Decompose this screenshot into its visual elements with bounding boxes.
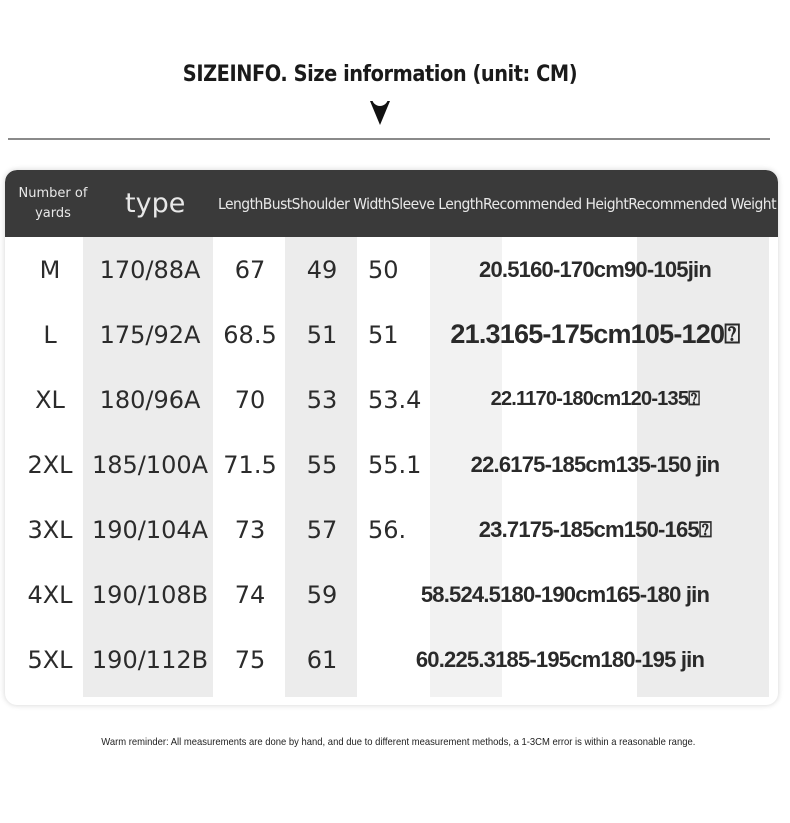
cell-shoulder: 50 — [368, 255, 399, 284]
cell-length: 74 — [234, 580, 266, 609]
cell-remaining: 23.7175-185cm150-165⍰ — [478, 516, 712, 542]
table-row — [5, 432, 778, 497]
header-measurements: LengthBustShoulder WidthSleeve LengthRecommended HeightRecommended Weight — [218, 194, 776, 213]
warm-reminder-note: Warm reminder: All measurements are done by hand, and due to different measurement methods, a 1-3CM error is within a reasonable range. — [101, 736, 696, 748]
cell-remaining: 60.225.3185-195cm180-195 jin — [415, 646, 705, 672]
cell-shoulder: 56. — [368, 515, 407, 544]
cell-remaining: 58.524.5180-190cm165-180 jin — [420, 581, 710, 607]
title-divider — [8, 138, 770, 140]
cell-shoulder: 51 — [368, 320, 399, 349]
cell-size: L — [43, 320, 57, 349]
cell-length: 68.5 — [223, 320, 277, 349]
table-row — [5, 237, 778, 302]
cell-type: 190/112B — [91, 645, 209, 674]
size-table — [5, 170, 778, 705]
cell-size: 5XL — [27, 645, 73, 674]
cell-size: 2XL — [27, 450, 73, 479]
table-row — [5, 562, 778, 627]
cell-size: XL — [35, 385, 65, 414]
table-row — [5, 497, 778, 562]
cell-bust: 61 — [306, 645, 338, 674]
page-title: SIZEINFO. Size information (unit: CM) — [182, 62, 578, 87]
table-row — [5, 627, 778, 692]
cell-length: 73 — [234, 515, 266, 544]
cell-length: 71.5 — [223, 450, 277, 479]
cell-type: 190/108B — [91, 580, 209, 609]
cell-bust: 59 — [306, 580, 338, 609]
table-row — [5, 302, 778, 367]
cell-type: 180/96A — [99, 385, 201, 414]
cell-size: M — [39, 255, 61, 284]
table-header — [5, 170, 778, 237]
table-row — [5, 367, 778, 432]
cell-remaining: 20.5160-170cm90-105jin — [479, 256, 711, 282]
cell-shoulder: 53.4 — [368, 385, 422, 414]
cell-bust: 53 — [306, 385, 338, 414]
cell-bust: 51 — [306, 320, 338, 349]
cell-type: 170/88A — [99, 255, 201, 284]
cell-length: 67 — [234, 255, 266, 284]
cell-bust: 57 — [306, 515, 338, 544]
cell-shoulder: 55.1 — [368, 450, 422, 479]
header-yards: Number of yards — [18, 185, 88, 221]
cell-length: 70 — [234, 385, 266, 414]
cell-size: 4XL — [27, 580, 73, 609]
cell-type: 185/100A — [91, 450, 209, 479]
cell-length: 75 — [234, 645, 266, 674]
header-type: type — [125, 188, 186, 219]
cell-bust: 49 — [306, 255, 338, 284]
cell-size: 3XL — [27, 515, 73, 544]
cell-remaining: 22.6175-185cm135-150 jin — [470, 451, 720, 477]
cell-remaining: 22.1170-180cm120-135⍰ — [490, 388, 700, 410]
cell-type: 190/104A — [91, 515, 209, 544]
cell-bust: 55 — [306, 450, 338, 479]
cell-remaining: 21.3165-175cm105-120⍰ — [450, 318, 740, 349]
cell-type: 175/92A — [99, 320, 201, 349]
